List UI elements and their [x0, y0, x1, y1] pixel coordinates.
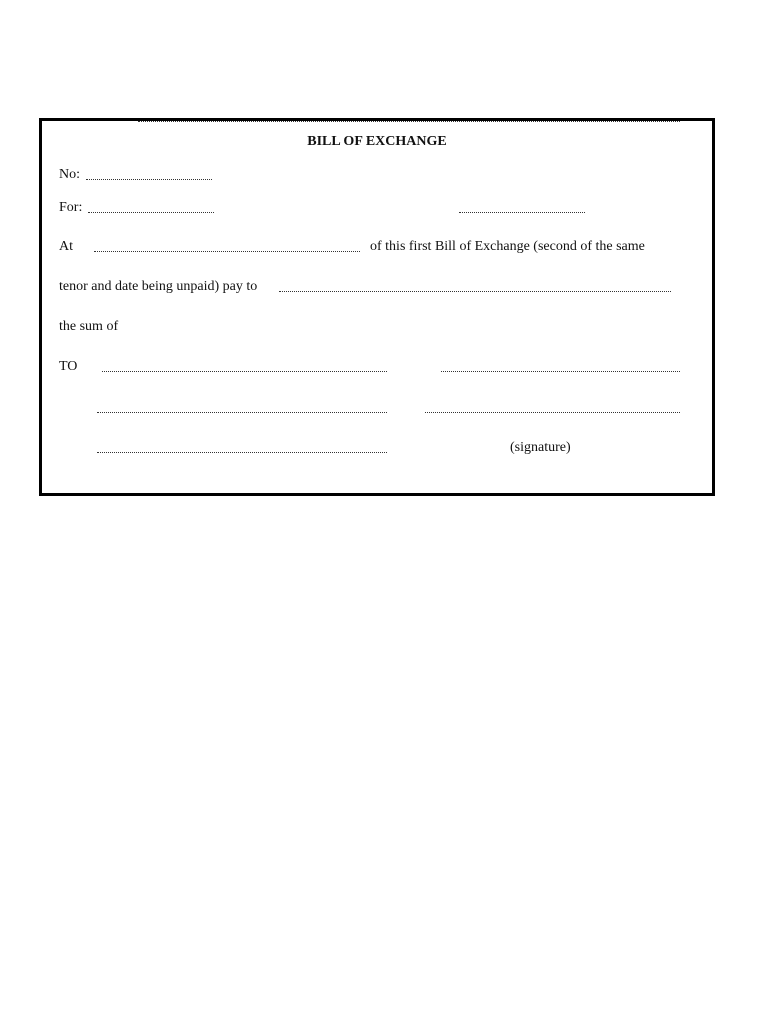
at-continuation-text: of this first Bill of Exchange (second of the same	[370, 239, 645, 254]
drawer-field-2[interactable]	[425, 412, 680, 413]
for-field[interactable]	[88, 212, 214, 213]
for-label: For:	[59, 200, 83, 215]
form-title: BILL OF EXCHANGE	[307, 134, 447, 149]
drawee-field-1[interactable]	[102, 371, 387, 372]
to-label: TO	[59, 359, 78, 374]
signature-label: (signature)	[510, 440, 571, 455]
bill-of-exchange-form	[39, 118, 715, 496]
date-field[interactable]	[459, 212, 585, 213]
payee-field[interactable]	[279, 291, 671, 292]
no-field[interactable]	[86, 179, 212, 180]
drawer-field-1[interactable]	[441, 371, 680, 372]
sum-field[interactable]	[138, 121, 680, 122]
sum-label: the sum of	[59, 319, 119, 334]
tenor-text: tenor and date being unpaid) pay to	[59, 279, 258, 294]
at-field[interactable]	[94, 251, 360, 252]
drawee-field-3[interactable]	[97, 452, 387, 453]
drawee-field-2[interactable]	[97, 412, 387, 413]
no-label: No:	[59, 167, 80, 182]
at-label: At	[59, 239, 73, 254]
